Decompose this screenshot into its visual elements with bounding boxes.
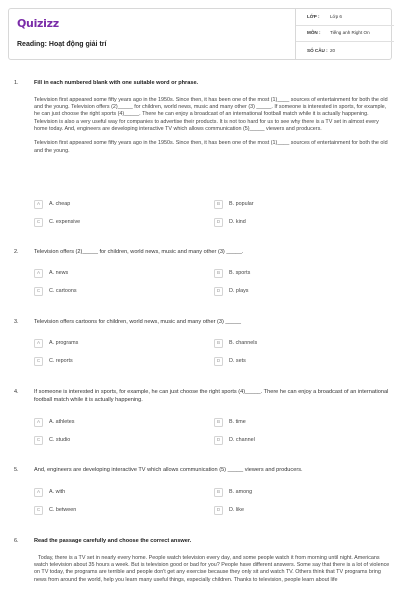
option-a[interactable] <box>34 269 68 278</box>
meta-key: SỐ CÂU : <box>307 47 328 53</box>
option-label: C. reports <box>49 357 73 364</box>
option-letter-box: A <box>34 269 43 278</box>
option-letter-box: B <box>214 418 223 427</box>
meta-row-subject <box>296 26 394 43</box>
option-letter-box: B <box>214 339 223 348</box>
option-label: B. sports <box>229 269 251 276</box>
option-d[interactable] <box>214 436 255 445</box>
question-stem: Television first appeared some fifty years ago in the 1950s. Since then, it has been one of the most (1)____ sources of entertainment for both the old and the young. <box>34 140 388 154</box>
option-d[interactable] <box>214 287 248 296</box>
option-label: C. studio <box>49 436 71 443</box>
option-label: A. with <box>49 488 66 495</box>
meta-row-class <box>296 9 394 26</box>
option-label: A. cheap <box>49 200 71 207</box>
question-number: 6. <box>14 538 19 544</box>
option-label: D. kind <box>229 218 246 225</box>
option-b[interactable] <box>214 200 254 209</box>
option-label: D. channel <box>229 436 255 443</box>
option-c[interactable] <box>34 436 70 445</box>
question-prompt: Read the passage carefully and choose the correct answer. <box>34 538 192 544</box>
meta-key: LỚP : <box>307 13 320 19</box>
question-6 <box>14 538 390 584</box>
option-label: A. programs <box>49 339 79 346</box>
question-stem: If someone is interested in sports, for example, he can just choose the right sports (4)_____. There he can enjoy a broadcast of an international football match while it is actually happening. <box>34 389 389 403</box>
option-letter-box: A <box>34 339 43 348</box>
question-stem: And, engineers are developing interactive TV which allows communication (5) _____ viewers and producers. <box>34 467 303 473</box>
option-label: D. plays <box>229 287 249 294</box>
reading-passage: Today, there is a TV set in nearly every home. People watch television every day, and some people watch it from morning until night. Americans watch television about 35 hours a week. But is television good or bad for you? People have different answers. Some say that there is a lot of violence on TV today, the programs are terrible and people don't get any exercise because they only sit and watch TV. Others think that TV programs bring news from around the world, help you learn many useful things, especially children. Thanks to television, people learn about life <box>34 554 390 583</box>
option-letter-box: C <box>34 218 43 227</box>
question-2 <box>14 249 390 294</box>
option-letter-box: C <box>34 436 43 445</box>
option-label: A. athletes <box>49 418 75 425</box>
option-label: D. like <box>229 506 244 513</box>
question-prompt: Fill in each numbered blank with one suitable word or phrase. <box>34 80 199 86</box>
question-3 <box>14 319 390 364</box>
option-letter-box: B <box>214 200 223 209</box>
option-b[interactable] <box>214 269 250 278</box>
option-b[interactable] <box>214 488 252 497</box>
option-label: B. channels <box>229 339 258 346</box>
option-letter-box: C <box>34 506 43 515</box>
option-label: C. between <box>49 506 77 513</box>
question-number: 1. <box>14 80 19 86</box>
option-c[interactable] <box>34 287 77 296</box>
option-d[interactable] <box>214 506 244 515</box>
option-letter-box: B <box>214 488 223 497</box>
option-label: B. among <box>229 488 253 495</box>
quizizz-logo: Quizizz <box>17 17 59 30</box>
option-label: D. sets <box>229 357 246 364</box>
question-number: 2. <box>14 249 19 255</box>
option-label: A. news <box>49 269 69 276</box>
reading-passage: Television first appeared some fifty years ago in the 1950s. Since then, it has been one of the most (1)____ sources of entertainment for both the old and the young. Television offers (2)_____ for children, world news, music and many other (3) _____. If someone is interested in sports, for example, he can just choose the right sports (4)_____. There he can enjoy a broadcast of an international football match while it is actually happening. Television is also a very useful way for companies to advertise their products. It is not too hard for us to see why there is a TV set in almost every home today. And, engineers are developing interactive TV which allows communication (5)_____ viewers and producers. <box>34 96 388 132</box>
question-number: 3. <box>14 319 19 325</box>
option-b[interactable] <box>214 339 257 348</box>
option-a[interactable] <box>34 488 65 497</box>
question-stem: Television offers cartoons for children, world news, music and many other (3) _____ <box>34 319 241 325</box>
option-letter-box: A <box>34 418 43 427</box>
option-c[interactable] <box>34 218 80 227</box>
option-b[interactable] <box>214 418 246 427</box>
worksheet-title: Reading: Hoạt động giải trí <box>17 41 107 48</box>
option-c[interactable] <box>34 506 76 515</box>
worksheet-meta-table <box>295 9 393 59</box>
option-a[interactable] <box>34 339 78 348</box>
question-number: 4. <box>14 389 19 395</box>
option-letter-box: C <box>34 287 43 296</box>
meta-value: Tiếng anh Right On <box>330 30 370 36</box>
worksheet-header <box>8 8 392 60</box>
question-4 <box>14 389 390 443</box>
question-number: 5. <box>14 467 19 473</box>
option-letter-box: C <box>34 357 43 366</box>
question-5 <box>14 467 390 513</box>
option-d[interactable] <box>214 218 246 227</box>
option-letter-box: D <box>214 436 223 445</box>
option-letter-box: A <box>34 200 43 209</box>
question-stem: Television offers (2)_____ for children, world news, music and many other (3) _____. <box>34 249 244 255</box>
option-label: B. time <box>229 418 246 425</box>
question-1 <box>14 80 390 225</box>
meta-value: Lớp 6 <box>330 13 342 19</box>
option-letter-box: B <box>214 269 223 278</box>
option-d[interactable] <box>214 357 246 366</box>
option-label: C. cartoons <box>49 287 77 294</box>
option-letter-box: A <box>34 488 43 497</box>
option-letter-box: D <box>214 287 223 296</box>
option-letter-box: D <box>214 357 223 366</box>
meta-value: 20 <box>330 47 336 53</box>
meta-row-question-count <box>296 42 394 59</box>
option-label: B. popular <box>229 200 254 207</box>
option-letter-box: D <box>214 218 223 227</box>
option-c[interactable] <box>34 357 73 366</box>
option-label: C. expensive <box>49 218 81 225</box>
meta-key: MÔN : <box>307 30 321 36</box>
option-a[interactable] <box>34 200 70 209</box>
option-a[interactable] <box>34 418 74 427</box>
option-letter-box: D <box>214 506 223 515</box>
